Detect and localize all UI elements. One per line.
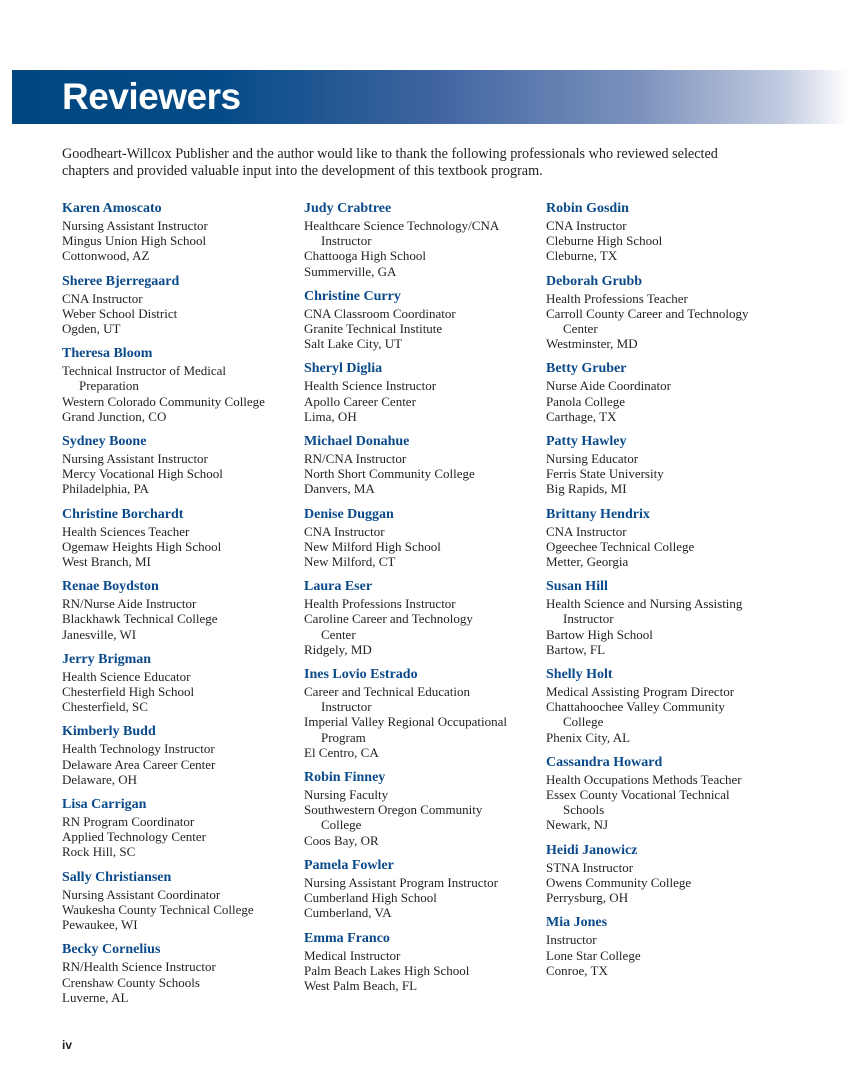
reviewer-detail-line: Instructor: [321, 233, 372, 249]
reviewer-detail-line: Program: [321, 729, 366, 745]
reviewer-detail-line: Health Sciences Teacher: [62, 523, 190, 539]
reviewer-name: Laura Eser: [304, 579, 373, 595]
reviewer-name: Christine Curry: [304, 288, 401, 304]
reviewer-column-1: [62, 200, 297, 1014]
reviewer-name: Lisa Carrigan: [62, 797, 147, 813]
reviewer-detail-line: North Short Community College: [304, 466, 475, 482]
reviewer-detail-line: Health Occupations Methods Teacher: [546, 771, 742, 787]
reviewer-entry: [62, 433, 297, 497]
reviewer-entry: [62, 578, 297, 642]
reviewer-detail-line: Instructor: [563, 611, 614, 627]
reviewer-entry: [62, 723, 297, 787]
reviewer-detail-line: Center: [321, 626, 356, 642]
reviewer-name: Becky Cornelius: [62, 942, 161, 958]
reviewer-detail-line: Ogden, UT: [62, 321, 121, 337]
reviewer-detail-line: Granite Technical Institute: [304, 321, 443, 337]
reviewer-name: Karen Amoscato: [62, 201, 162, 216]
reviewer-detail-line: Weber School District: [62, 305, 178, 321]
reviewer-detail-line: Medical Assisting Program Director: [546, 684, 735, 700]
reviewer-detail-line: Cleburne, TX: [546, 248, 618, 264]
reviewer-detail-line: Essex County Vocational Technical: [546, 787, 730, 803]
reviewer-entry: [62, 200, 297, 264]
reviewer-name: Heidi Janowicz: [546, 842, 638, 858]
reviewer-entry: [304, 506, 539, 570]
reviewer-detail-line: Technical Instructor of Medical: [62, 363, 227, 379]
reviewer-detail-line: CNA Instructor: [546, 218, 627, 233]
reviewer-detail-line: Health Technology Instructor: [62, 741, 215, 757]
reviewer-entry: [62, 506, 297, 570]
reviewer-detail-line: Nursing Assistant Coordinator: [62, 886, 221, 902]
reviewer-detail-line: College: [321, 817, 362, 833]
reviewer-detail-line: Ogemaw Heights High School: [62, 538, 222, 554]
reviewer-entry: [304, 769, 539, 848]
reviewer-detail-line: Ogeechee Technical College: [546, 538, 695, 554]
reviewer-detail-line: Conroe, TX: [546, 962, 608, 978]
reviewer-detail-line: RN/Health Science Instructor: [62, 959, 216, 975]
reviewer-detail-line: New Milford High School: [304, 538, 441, 554]
reviewer-detail-line: Nursing Assistant Program Instructor: [304, 874, 498, 890]
reviewer-name: Brittany Hendrix: [546, 506, 650, 522]
reviewer-detail-line: Metter, Georgia: [546, 554, 629, 570]
reviewer-detail-line: Schools: [563, 802, 605, 818]
reviewer-detail-line: Bartow High School: [546, 626, 653, 642]
reviewer-entry: [304, 360, 539, 424]
reviewer-name: Mia Jones: [546, 915, 608, 931]
reviewer-detail-line: Phenix City, AL: [546, 729, 631, 745]
reviewer-name: Sally Christiansen: [62, 869, 172, 885]
reviewer-detail-line: Panola College: [546, 393, 626, 409]
reviewer-detail-line: Chattooga High School: [304, 248, 427, 264]
reviewer-entry: [546, 273, 781, 352]
reviewer-detail-line: Ferris State University: [546, 466, 664, 482]
reviewer-name: Renae Boydston: [62, 579, 159, 595]
reviewer-detail-line: Perrysburg, OH: [546, 890, 629, 906]
reviewer-detail-line: Blackhawk Technical College: [62, 611, 218, 627]
reviewer-detail-line: Crenshaw County Schools: [62, 974, 200, 990]
reviewer-entry: [546, 914, 781, 978]
reviewer-detail-line: Chesterfield, SC: [62, 699, 148, 715]
reviewer-entry: [304, 288, 539, 352]
reviewer-detail-line: Waukesha County Technical College: [62, 901, 254, 917]
reviewer-detail-line: Ridgely, MD: [304, 641, 372, 657]
reviewer-detail-line: RN/Nurse Aide Instructor: [62, 596, 197, 612]
reviewer-detail-line: Westminster, MD: [546, 336, 638, 352]
reviewer-detail-line: STNA Instructor: [546, 859, 634, 875]
reviewer-detail-line: CNA Instructor: [62, 290, 143, 306]
reviewer-entry: [304, 433, 539, 497]
reviewer-detail-line: Health Science and Nursing Assisting: [546, 596, 743, 612]
reviewer-entry: [62, 273, 297, 337]
reviewer-name: Robin Finney: [304, 770, 386, 786]
reviewer-name: Judy Crabtree: [304, 201, 392, 216]
reviewer-entry: [62, 869, 297, 933]
reviewer-name: Betty Gruber: [546, 361, 627, 377]
reviewer-entry: [546, 506, 781, 570]
reviewer-entry: [546, 360, 781, 424]
reviewer-detail-line: RN Program Coordinator: [62, 814, 195, 830]
reviewer-detail-line: Southwestern Oregon Community: [304, 802, 483, 818]
reviewer-detail-line: Danvers, MA: [304, 481, 375, 497]
reviewer-detail-line: Pewaukee, WI: [62, 917, 138, 933]
reviewer-detail-line: Apollo Career Center: [304, 393, 416, 409]
reviewer-detail-line: New Milford, CT: [304, 554, 396, 570]
reviewer-name: Susan Hill: [546, 579, 608, 595]
reviewer-name: Ines Lovio Estrado: [304, 667, 418, 683]
reviewer-detail-line: Mingus Union High School: [62, 233, 207, 249]
reviewer-column-3: [546, 200, 781, 987]
reviewer-entry: [546, 200, 781, 264]
reviewer-detail-line: Medical Instructor: [304, 947, 401, 963]
reviewer-column-2: [304, 200, 539, 1002]
reviewer-name: Sheree Bjerregaard: [62, 273, 180, 289]
reviewer-detail-line: RN/CNA Instructor: [304, 451, 407, 467]
reviewer-detail-line: Grand Junction, CO: [62, 408, 167, 424]
reviewer-name: Patty Hawley: [546, 434, 627, 450]
reviewer-detail-line: Summerville, GA: [304, 263, 397, 279]
reviewer-detail-line: Delaware Area Career Center: [62, 756, 216, 772]
reviewer-name: Denise Duggan: [304, 506, 394, 522]
reviewer-name: Sydney Boone: [62, 434, 147, 450]
reviewer-detail-line: Luverne, AL: [62, 989, 129, 1005]
reviewer-name: Michael Donahue: [304, 434, 410, 450]
intro-paragraph: Goodheart-Willcox Publisher and the author would like to thank the following professionals who reviewed selected chapters and provided valuable input into the development of this textbook program.: [62, 146, 718, 179]
reviewer-name: Kimberly Budd: [62, 724, 156, 740]
reviewer-detail-line: Cumberland, VA: [304, 905, 392, 921]
reviewer-entry: [546, 578, 781, 657]
reviewer-detail-line: Nursing Faculty: [304, 787, 389, 803]
reviewer-detail-line: Bartow, FL: [546, 641, 606, 657]
reviewer-detail-line: Nurse Aide Coordinator: [546, 378, 671, 394]
reviewer-detail-line: Lima, OH: [304, 408, 357, 424]
reviewer-entry: [546, 754, 781, 833]
reviewer-detail-line: Owens Community College: [546, 874, 692, 890]
reviewer-detail-line: Cumberland High School: [304, 890, 437, 906]
reviewer-detail-line: CNA Classroom Coordinator: [304, 305, 456, 321]
reviewer-detail-line: Career and Technical Education: [304, 684, 470, 700]
reviewer-detail-line: Cottonwood, AZ: [62, 248, 150, 264]
reviewer-detail-line: Applied Technology Center: [62, 829, 206, 845]
reviewer-entry: [62, 941, 297, 1005]
reviewer-detail-line: Instructor: [546, 932, 597, 948]
reviewer-detail-line: Mercy Vocational High School: [62, 466, 223, 482]
reviewer-detail-line: Chesterfield High School: [62, 684, 195, 700]
reviewer-detail-line: Instructor: [321, 699, 372, 715]
reviewer-detail-line: West Branch, MI: [62, 554, 151, 570]
reviewer-detail-line: Health Professions Teacher: [546, 290, 688, 306]
reviewer-detail-line: Carroll County Career and Technology: [546, 305, 749, 321]
reviewer-detail-line: Coos Bay, OR: [304, 832, 379, 848]
reviewer-detail-line: Salt Lake City, UT: [304, 336, 403, 352]
reviewer-detail-line: College: [563, 714, 604, 730]
reviewer-detail-line: Big Rapids, MI: [546, 481, 627, 497]
reviewer-entry: [304, 578, 539, 657]
reviewer-detail-line: Nursing Educator: [546, 451, 639, 467]
reviewer-detail-line: Palm Beach Lakes High School: [304, 962, 470, 978]
reviewer-detail-line: West Palm Beach, FL: [304, 977, 418, 993]
reviewer-name: Theresa Bloom: [62, 346, 153, 362]
reviewer-entry: [304, 857, 539, 921]
reviewer-detail-line: Preparation: [79, 378, 139, 394]
reviewer-detail-line: CNA Instructor: [546, 523, 627, 539]
reviewer-detail-line: Western Colorado Community College: [62, 393, 265, 409]
reviewer-detail-line: Health Science Instructor: [304, 378, 437, 394]
reviewer-detail-line: Delaware, OH: [62, 771, 138, 787]
reviewer-name: Emma Franco: [304, 930, 390, 946]
reviewer-name: Christine Borchardt: [62, 506, 184, 522]
reviewer-detail-line: Nursing Assistant Instructor: [62, 218, 208, 233]
reviewer-detail-line: Janesville, WI: [62, 626, 137, 642]
reviewer-entry: [304, 666, 539, 760]
reviewer-detail-line: Newark, NJ: [546, 817, 609, 833]
page-title: Reviewers: [62, 76, 241, 117]
reviewer-entry: [304, 200, 539, 279]
reviewer-detail-line: CNA Instructor: [304, 523, 385, 539]
reviewer-name: Pamela Fowler: [304, 857, 394, 873]
reviewer-detail-line: Rock Hill, SC: [62, 844, 136, 860]
reviewer-detail-line: Carthage, TX: [546, 408, 617, 424]
reviewer-entry: [62, 345, 297, 424]
reviewer-detail-line: El Centro, CA: [304, 744, 379, 760]
reviewer-name: Cassandra Howard: [546, 754, 663, 770]
reviewer-detail-line: Imperial Valley Regional Occupational: [304, 714, 507, 730]
reviewer-entry: [62, 796, 297, 860]
reviewer-detail-line: Cleburne High School: [546, 233, 663, 249]
reviewer-entry: [546, 666, 781, 745]
reviewer-detail-line: Caroline Career and Technology: [304, 611, 473, 627]
reviewer-detail-line: Lone Star College: [546, 947, 641, 963]
reviewer-detail-line: Chattahoochee Valley Community: [546, 699, 725, 715]
reviewer-detail-line: Nursing Assistant Instructor: [62, 451, 208, 467]
reviewer-detail-line: Health Science Educator: [62, 668, 191, 684]
reviewer-entry: [304, 930, 539, 994]
reviewer-name: Jerry Brigman: [62, 651, 152, 667]
reviewer-name: Robin Gosdin: [546, 201, 629, 216]
page-number: iv: [62, 1038, 73, 1052]
reviewer-entry: [546, 433, 781, 497]
reviewer-entry: [546, 842, 781, 906]
reviewer-detail-line: Philadelphia, PA: [62, 481, 149, 497]
reviewer-detail-line: Healthcare Science Technology/CNA: [304, 218, 500, 233]
reviewer-name: Deborah Grubb: [546, 273, 643, 289]
reviewer-name: Shelly Holt: [546, 667, 613, 683]
reviewer-detail-line: Center: [563, 321, 598, 337]
reviewer-detail-line: Health Professions Instructor: [304, 596, 456, 612]
reviewer-entry: [62, 651, 297, 715]
reviewer-name: Sheryl Diglia: [304, 361, 383, 377]
